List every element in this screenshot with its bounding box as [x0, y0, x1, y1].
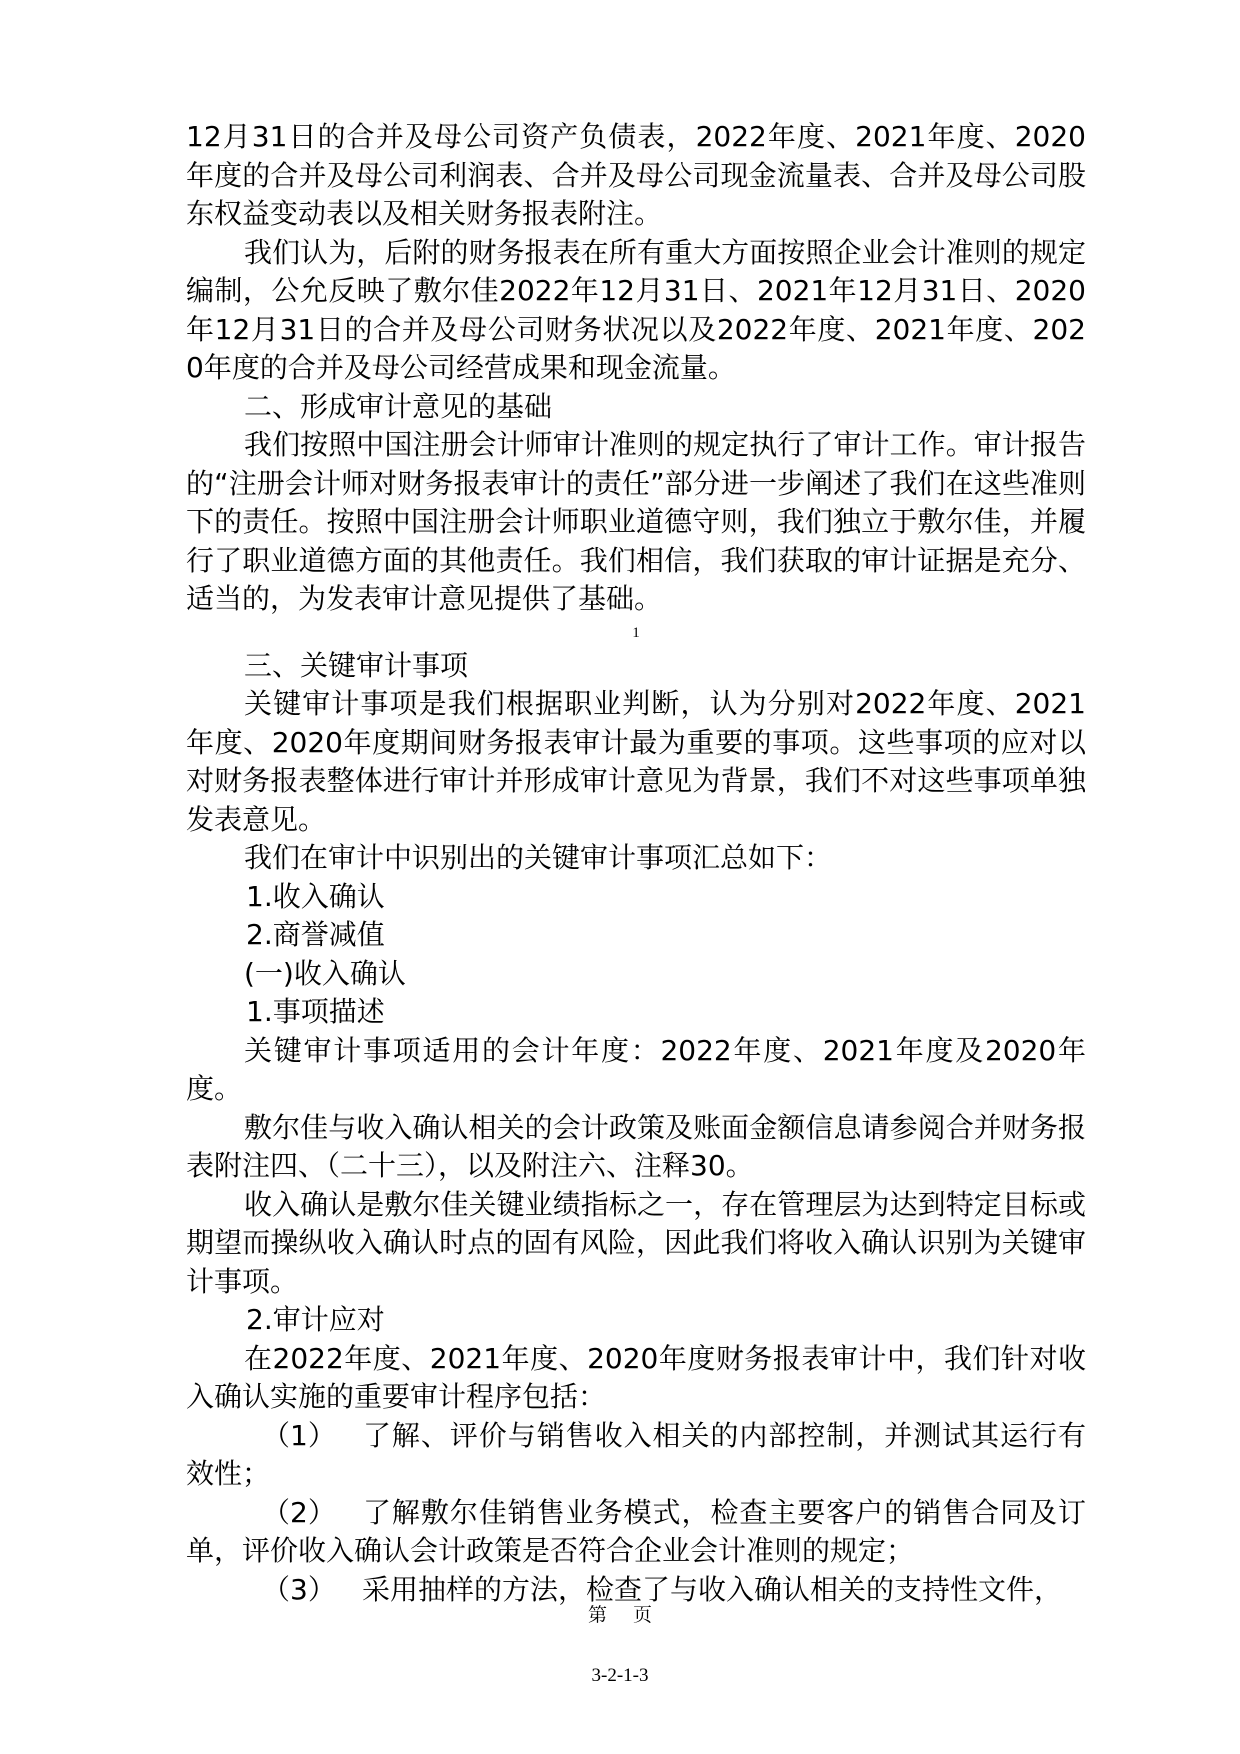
opinion-paragraph-continued: 12月31日的合并及母公司资产负债表，2022年度、2021年度、2020年度的合并及母公司利润表、合并及母公司现金流量表、合并及母公司股东权益变动表以及相关财务报表附注。 [186, 120, 1086, 230]
revenue-policy-reference: 敷尔佳与收入确认相关的会计政策及账面金额信息请参阅合并财务报表附注四、（二十三），以及附注六、注释30。 [186, 1110, 1086, 1182]
procedure-number: （1） [262, 1418, 336, 1452]
page-footer-label [0, 1600, 1240, 1627]
opinion-paragraph: 我们认为，后附的财务报表在所有重大方面按照企业会计准则的规定编制，公允反映了敷尔佳2022年12月31日、2021年12月31日、2020年12月31日的合并及母公司财务状况以及2022年度、2021年度、2020年度的合并及母公司经营成果和现金流量。 [186, 235, 1086, 384]
revenue-applicable-years: 关键审计事项适用的会计年度：2022年度、2021年度及2020年度。 [186, 1033, 1086, 1105]
key-matters-summary-intro: 我们在审计中识别出的关键审计事项汇总如下： [244, 841, 833, 874]
document-body [186, 118, 1086, 1609]
inline-page-number: 1 [632, 624, 640, 641]
page-code: 3-2-1-3 [591, 1665, 649, 1686]
key-matter-item: 2.商誉减值 [246, 918, 385, 951]
procedure-item [186, 1494, 1086, 1571]
procedure-text: 了解敷尔佳销售业务模式，检查主要客户的销售合同及订单，评价收入确认会计政策是否符合企业会计准则的规定； [186, 1495, 1086, 1567]
revenue-heading: (一)收入确认 [244, 956, 406, 990]
procedure-text: 采用抽样的方法，检查了与收入确认相关的支持性文件， [362, 1572, 1063, 1606]
procedure-item [186, 1417, 1086, 1494]
audit-response-intro: 在2022年度、2021年度、2020年度财务报表审计中，我们针对收入确认实施的重要审计程序包括： [186, 1341, 1086, 1413]
procedure-number: （3） [262, 1572, 336, 1606]
procedure-number: （2） [262, 1495, 336, 1529]
audit-response-heading: 2.审计应对 [246, 1303, 385, 1336]
matter-description-heading: 1.事项描述 [246, 995, 385, 1028]
procedure-text: 了解、评价与销售收入相关的内部控制，并测试其运行有效性； [186, 1418, 1086, 1490]
section-heading-basis: 二、形成审计意见的基础 [244, 389, 553, 423]
key-matters-paragraph: 关键审计事项是我们根据职业判断，认为分别对2022年度、2021年度、2020年度期间财务报表审计最为重要的事项。这些事项的应对以对财务报表整体进行审计并形成审计意见为背景，我们不对这些事项单独发表意见。 [186, 687, 1086, 836]
basis-paragraph: 我们按照中国注册会计师审计准则的规定执行了审计工作。审计报告的“注册会计师对财务报表审计的责任”部分进一步阐述了我们在这些准则下的责任。按照中国注册会计师职业道德守则，我们独立于敷尔佳，并履行了职业道德方面的其他责任。我们相信，我们获取的审计证据是充分、适当的，为发表审计意见提供了基础。 [186, 428, 1086, 615]
section-heading-key-matters: 三、关键审计事项 [244, 648, 469, 682]
page-word-suffix: 页 [633, 1604, 653, 1626]
key-matter-item: 1.收入确认 [246, 879, 385, 913]
revenue-risk-paragraph: 收入确认是敷尔佳关键业绩指标之一，存在管理层为达到特定目标或期望而操纵收入确认时点的固有风险，因此我们将收入确认识别为关键审计事项。 [186, 1187, 1086, 1298]
page-word-prefix: 第 [587, 1604, 607, 1626]
